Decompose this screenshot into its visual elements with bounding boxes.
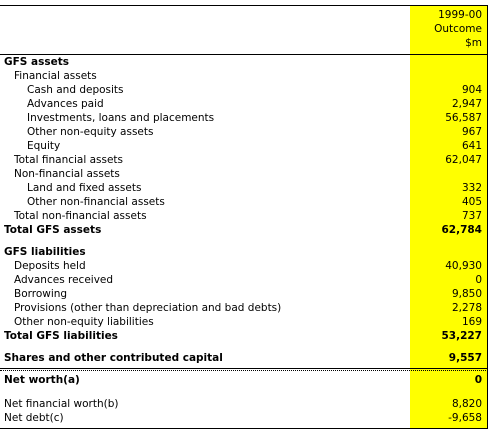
row-value: 2,278	[451, 302, 482, 314]
row-value: 904	[461, 84, 482, 96]
row-label: GFS liabilities	[4, 246, 86, 258]
table-row	[0, 411, 488, 425]
row-label: Other non-equity liabilities	[14, 316, 154, 328]
row-label: Equity	[27, 140, 61, 152]
net-worth-divider	[0, 368, 488, 369]
row-value: 967	[461, 126, 482, 138]
header-year: 1999-00	[438, 9, 482, 21]
net-worth-divider-dotted	[0, 370, 488, 371]
bottom-border	[0, 428, 488, 429]
table-row	[0, 209, 488, 223]
table-row	[0, 125, 488, 139]
top-border	[0, 5, 488, 6]
table-row	[0, 301, 488, 315]
row-value: 737	[461, 210, 482, 222]
row-label: Total non-financial assets	[14, 210, 147, 222]
row-value: 169	[461, 316, 482, 328]
row-label: Total financial assets	[14, 154, 124, 166]
table-row	[0, 287, 488, 301]
table-row	[0, 167, 488, 181]
table-row	[0, 223, 488, 237]
row-label: Investments, loans and placements	[27, 112, 215, 124]
row-label: Cash and deposits	[27, 84, 124, 96]
row-label: Land and fixed assets	[27, 182, 142, 194]
table-row	[0, 69, 488, 83]
table-row	[0, 139, 488, 153]
row-value: 56,587	[445, 112, 482, 124]
row-value: 0	[474, 374, 482, 386]
row-value: 9,850	[451, 288, 482, 300]
row-label: Provisions (other than depreciation and bad debts)	[14, 302, 282, 314]
row-value: 40,930	[445, 260, 482, 272]
row-label: Advances paid	[27, 98, 104, 110]
row-value: 9,557	[448, 352, 482, 364]
row-value: 8,820	[451, 398, 482, 410]
table-row	[0, 273, 488, 287]
table-row	[0, 351, 488, 365]
row-label: Other non-financial assets	[27, 196, 165, 208]
row-label: Advances received	[14, 274, 114, 286]
row-label: Total GFS assets	[4, 224, 102, 236]
row-value: 62,047	[445, 154, 482, 166]
row-label: Net debt(c)	[4, 412, 64, 424]
row-value: 2,947	[451, 98, 482, 110]
table-row	[0, 111, 488, 125]
row-label: Total GFS liabilities	[4, 330, 118, 342]
row-value: 62,784	[441, 224, 482, 236]
header-basis: Outcome	[434, 23, 482, 35]
row-value: 405	[461, 196, 482, 208]
table-row	[0, 83, 488, 97]
row-label: Net financial worth(b)	[4, 398, 119, 410]
table-row	[0, 259, 488, 273]
table-row	[0, 55, 488, 69]
row-label: Financial assets	[14, 70, 97, 82]
row-value: 53,227	[441, 330, 482, 342]
row-value: -9,658	[448, 412, 482, 424]
table-row	[0, 373, 488, 387]
table-row	[0, 397, 488, 411]
table-row	[0, 181, 488, 195]
row-label: Net worth(a)	[4, 374, 80, 386]
row-value: 0	[475, 274, 482, 286]
row-label: Borrowing	[14, 288, 68, 300]
table-row	[0, 195, 488, 209]
header-unit: $m	[465, 37, 482, 49]
table-row	[0, 97, 488, 111]
table-row	[0, 315, 488, 329]
row-label: Non-financial assets	[14, 168, 120, 180]
row-label: GFS assets	[4, 56, 69, 68]
table-row	[0, 153, 488, 167]
row-label: Deposits held	[14, 260, 86, 272]
table-row	[0, 245, 488, 259]
row-value: 332	[461, 182, 482, 194]
row-value: 641	[461, 140, 482, 152]
row-label: Other non-equity assets	[27, 126, 154, 138]
table-row	[0, 329, 488, 343]
row-label: Shares and other contributed capital	[4, 352, 223, 364]
